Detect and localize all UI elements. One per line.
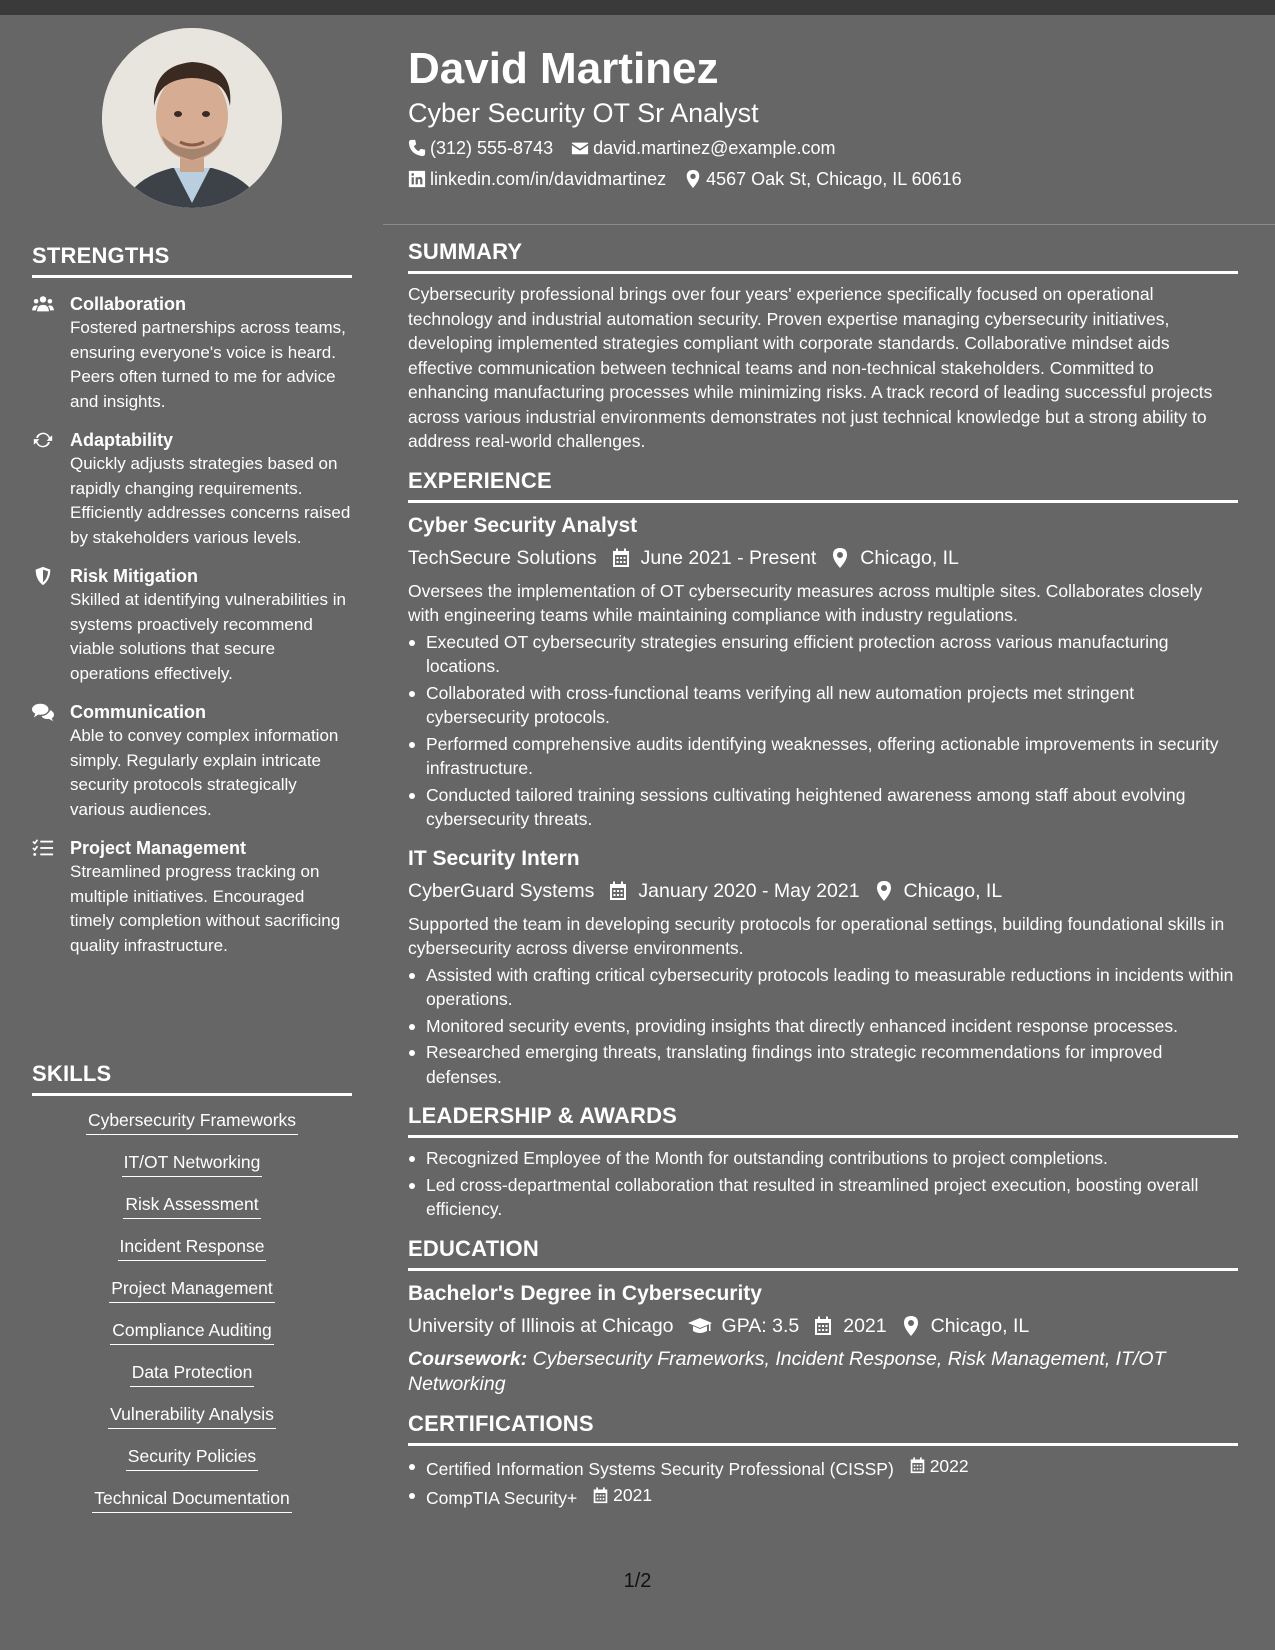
strength-title: Project Management (70, 838, 247, 858)
company-name: TechSecure Solutions (408, 546, 597, 569)
strength-title: Adaptability (70, 430, 174, 450)
address-text: 4567 Oak St, Chicago, IL 60616 (706, 169, 962, 189)
experience-section (408, 468, 1238, 1090)
bullet-item: Led cross-departmental collaboration that resulted in streamlined project execution, boosting overall efficiency. (408, 1173, 1238, 1222)
strengths-heading: STRENGTHS (32, 243, 352, 278)
job-meta (408, 876, 1238, 906)
skills-section (32, 1061, 352, 1528)
certification-date: 2021 (592, 1483, 652, 1508)
portrait-image (102, 28, 282, 208)
education-meta (408, 1311, 1238, 1341)
strength-desc: Fostered partnerships across teams, ensuring everyone's voice is heard. Peers often turned to me for advice and insights. (70, 318, 346, 411)
school-name: University of Illinois at Chicago (408, 1314, 674, 1337)
job-description: Supported the team in developing security protocols for operational settings, building foundational skills in cybersecurity across diverse environments. (408, 913, 1225, 958)
comments-icon (32, 700, 70, 822)
job-title: IT Security Intern (408, 846, 580, 870)
resume-header (408, 42, 1238, 192)
coursework-label: Coursework: (408, 1347, 528, 1370)
leadership-heading: LEADERSHIP & AWARDS (408, 1103, 1238, 1138)
envelope-icon (571, 139, 589, 157)
top-bar (0, 0, 1275, 15)
job-bullets (408, 630, 1238, 832)
job-entry (408, 511, 1238, 832)
skill-item: Incident Response (32, 1234, 352, 1261)
strength-desc: Able to convey complex information simply. Regularly explain intricate security protocols strategically various audiences. (70, 726, 339, 819)
skill-item: Security Policies (32, 1444, 352, 1471)
summary-section (408, 239, 1238, 454)
strength-desc: Quickly adjusts strategies based on rapidly changing requirements. Efficiently addresses concerns raised by stakeholders various levels. (70, 454, 351, 547)
skill-item: Technical Documentation (32, 1486, 352, 1513)
experience-heading: EXPERIENCE (408, 468, 1238, 503)
contact-row (408, 135, 1238, 161)
skill-item: Project Management (32, 1276, 352, 1303)
job-location: Chicago, IL (874, 876, 1003, 906)
certification-name: Certified Information Systems Security Professional (CISSP) (426, 1458, 894, 1479)
right-column (408, 239, 1238, 1524)
graduation-cap-icon (688, 1316, 712, 1336)
summary-text: Cybersecurity professional brings over four years' experience specifically focused on operational technology and industrial automation security. Proven expertise managing cybersecurity initiatives, developing implemented strategies compliant with corporate standards. Collaborative mindset aids effective communication between technical teams and non-technical stakeholders. Committed to enhancing manufacturing processes while minimizing risks. A track record of leading successful projects across various industrial environments demonstrates not just technical knowledge but a strong ability to address real-world challenges. (408, 284, 1213, 451)
job-location: Chicago, IL (830, 543, 959, 573)
linkedin-text: linkedin.com/in/davidmartinez (430, 169, 667, 189)
users-icon (32, 292, 70, 414)
strength-title: Communication (70, 702, 207, 722)
calendar-icon (608, 881, 628, 901)
strength-desc: Skilled at identifying vulnerabilities in systems proactively recommend viable solutions that secure operations effectively. (70, 590, 346, 683)
phone-text: (312) 555-8743 (430, 138, 554, 158)
address-contact (684, 166, 962, 192)
education-heading: EDUCATION (408, 1236, 1238, 1271)
map-marker-icon (901, 1316, 921, 1336)
linkedin-icon (408, 170, 426, 188)
avatar (102, 28, 282, 208)
company-name: CyberGuard Systems (408, 879, 595, 902)
tasks-icon (32, 836, 70, 958)
candidate-name: David Martinez (408, 44, 719, 93)
strength-title: Risk Mitigation (70, 566, 199, 586)
calendar-icon (813, 1316, 833, 1336)
phone-contact[interactable] (408, 135, 553, 161)
strength-item (32, 428, 352, 550)
certification-list (408, 1454, 1238, 1511)
map-marker-icon (684, 170, 702, 188)
certification-date: 2022 (909, 1454, 969, 1479)
bullet-item: Assisted with crafting critical cybersecurity protocols leading to measurable reductions in incidents within operations. (408, 963, 1238, 1012)
strength-desc: Streamlined progress tracking on multiple initiatives. Encouraged timely completion without sacrificing quality infrastructure. (70, 862, 341, 955)
contact-row (408, 166, 1238, 192)
bullet-item: Executed OT cybersecurity strategies ensuring efficient protection across various manufacturing locations. (408, 630, 1238, 679)
strength-title: Collaboration (70, 294, 186, 314)
skill-item: Cybersecurity Frameworks (32, 1108, 352, 1135)
email-text: david.martinez@example.com (593, 138, 836, 158)
skill-item: Risk Assessment (32, 1192, 352, 1219)
education-section (408, 1236, 1238, 1397)
leadership-list (408, 1146, 1238, 1222)
strengths-section (32, 243, 352, 958)
skill-item: Data Protection (32, 1360, 352, 1387)
certification-item (408, 1454, 1238, 1481)
bullet-item: Researched emerging threats, translating findings into strategic recommendations for improved defenses. (408, 1040, 1238, 1089)
job-title: Cyber Security Analyst (408, 513, 638, 537)
strength-item (32, 836, 352, 958)
bullet-item: Recognized Employee of the Month for outstanding contributions to project completions. (408, 1146, 1238, 1171)
certifications-section (408, 1411, 1238, 1511)
coursework-text: Cybersecurity Frameworks, Incident Response, Risk Management, IT/OT Networking (408, 1347, 1166, 1395)
job-bullets (408, 963, 1238, 1090)
map-marker-icon (830, 548, 850, 568)
coursework (408, 1347, 1238, 1397)
skill-item: IT/OT Networking (32, 1150, 352, 1177)
linkedin-contact[interactable] (408, 166, 666, 192)
candidate-title: Cyber Security OT Sr Analyst (408, 98, 759, 128)
job-description: Oversees the implementation of OT cybersecurity measures across multiple sites. Collaborates closely with engineering teams while maintaining compliance with industry regulations. (408, 580, 1203, 625)
skills-heading: SKILLS (32, 1061, 352, 1096)
strength-item (32, 564, 352, 686)
phone-icon (408, 139, 426, 157)
certifications-heading: CERTIFICATIONS (408, 1411, 1238, 1446)
summary-heading: SUMMARY (408, 239, 1238, 274)
job-meta (408, 543, 1238, 573)
shield-icon (32, 564, 70, 686)
calendar-icon (592, 1487, 609, 1504)
job-entry (408, 844, 1238, 1090)
email-contact[interactable] (571, 135, 835, 161)
bullet-item: Monitored security events, providing insights that directly enhanced incident response processes. (408, 1014, 1238, 1039)
strength-item (32, 700, 352, 822)
skill-item: Compliance Auditing (32, 1318, 352, 1345)
skill-item: Vulnerability Analysis (32, 1402, 352, 1429)
bullet-item: Conducted tailored training sessions cultivating heightened awareness among staff about evolving cybersecurity threats. (408, 783, 1238, 832)
bullet-item: Performed comprehensive audits identifying weaknesses, offering actionable improvements in security infrastructure. (408, 732, 1238, 781)
certification-name: CompTIA Security+ (426, 1487, 578, 1508)
certification-item (408, 1483, 1238, 1510)
map-marker-icon (874, 881, 894, 901)
strength-item (32, 292, 352, 414)
education-location: Chicago, IL (901, 1311, 1030, 1341)
sync-icon (32, 428, 70, 550)
page-number: 1/2 (623, 1570, 652, 1592)
calendar-icon (611, 548, 631, 568)
calendar-icon (909, 1457, 926, 1474)
degree-title: Bachelor's Degree in Cybersecurity (408, 1281, 762, 1305)
job-dates: January 2020 - May 2021 (608, 876, 859, 906)
leadership-section (408, 1103, 1238, 1222)
gpa: GPA: 3.5 (688, 1311, 800, 1341)
bullet-item: Collaborated with cross-functional teams verifying all new automation projects met stringent cybersecurity protocols. (408, 681, 1238, 730)
graduation-year: 2021 (813, 1311, 886, 1341)
job-dates: June 2021 - Present (611, 543, 817, 573)
skill-list (32, 1108, 352, 1513)
header-divider (383, 224, 1275, 225)
